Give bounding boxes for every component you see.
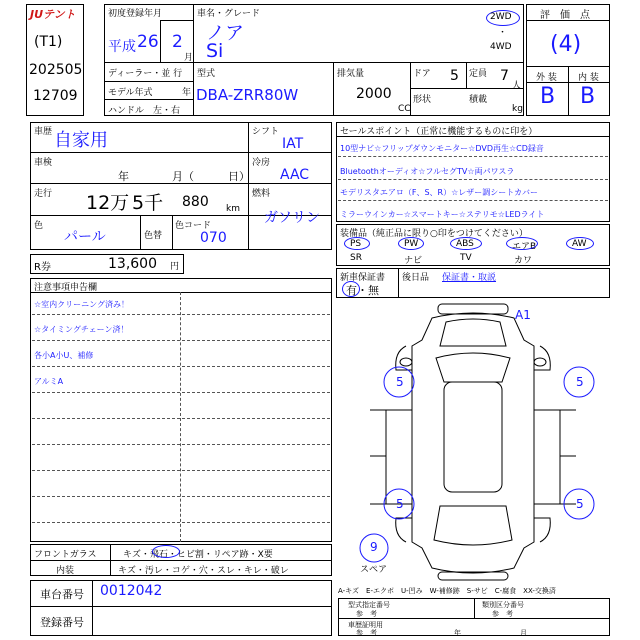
note-dash-line [32,340,330,341]
divider [110,544,111,576]
note-dash-line [32,366,330,367]
divider [410,62,411,116]
ac-label: 冷房 [252,158,271,168]
note-dash-line [32,496,330,497]
warranty-circle [342,281,360,297]
note-dash-line [32,470,330,471]
capacity-unit: 人 [512,81,522,91]
cert-label: 車歴証明用 [348,621,383,629]
color: パール [64,229,106,245]
mileage-rest: 880 [182,194,209,210]
note-line: 各小A小U、補修 [34,351,94,360]
grade-score: (4) [550,32,582,57]
chip-circle [152,545,180,558]
mark-wheel-fr: 5 [576,375,584,389]
divider [248,122,249,250]
interior-value: キズ・汚レ・コゲ・穴・スレ・キレ・破レ [118,566,289,576]
model-year-unit: 年 [182,88,192,98]
grade-label: 評 価 点 [540,10,590,21]
shift-label: シフト [252,127,280,137]
divider [398,268,399,298]
front-glass-label: フロントガラス [34,550,97,560]
color-change-label: 色替 [144,231,163,241]
warranty-label: 新車保証書 [340,273,386,283]
car-outline [370,304,576,580]
ref-3: 参 考 [356,629,377,637]
mark-wheel-rl: 5 [396,497,404,511]
mark-wheel-rr: 5 [576,497,584,511]
note-dash-line [32,418,330,419]
divider [568,66,569,116]
equip-airbag-circle [506,237,538,250]
model-year-label: モデル年式 [108,88,153,98]
equip-pw-circle [398,237,424,250]
reg-label: 登録番号 [40,616,84,629]
sales-point-line: Bluetoothオーディオ☆フルセグTV☆両パワスラ [340,167,515,176]
note-line: アルミA [34,377,64,386]
chassis-label: 車台番号 [40,588,84,601]
notes-title: 注意事項申告欄 [34,283,98,293]
divider [92,580,93,636]
shift: IAT [282,136,304,152]
divider [172,215,173,250]
dealer-label: ディーラー・並 行 [108,69,183,79]
sales-point-line: 10型ナビ☆フリップダウンモニター☆DVD再生☆CD録音 [340,144,544,153]
yen-unit: 円 [170,262,180,272]
divider [180,292,181,542]
color-code-label: 色コード [175,221,212,231]
mark-spare: 9 [370,540,378,554]
divider [333,62,334,116]
dash-line [338,156,608,157]
equip-airbag: エアB [512,242,537,252]
divider [526,20,610,21]
car-grade: Si [206,40,224,62]
damage-legend: A-キズ E-エクボ U-凹み W-補修跡 S-サビ C-腐食 XX-交換済 [338,587,556,595]
equip-tv: TV [460,253,472,263]
lot-date: 202505 [29,62,83,78]
equip-ps: PS [350,239,362,249]
insp-day: 日） [228,170,250,183]
divider [30,606,332,607]
equipment-title: 装備品（純正品に限り○印をつけてください） [340,229,528,239]
class-label: 類別区分番号 [482,601,524,609]
divider [30,183,332,184]
wheel-circles [360,367,594,562]
model-label: 型式 [197,69,216,79]
drive-4wd: 4WD [490,42,512,52]
month-unit: 月 [184,53,194,63]
recycle-label: R券 [34,262,51,273]
drive-dot: ・ [498,28,508,38]
equip-ps-circle [344,237,370,250]
int-grade: B [580,84,596,109]
recycle: 13,600 [108,256,157,272]
divider [30,292,332,293]
note-dash-line [32,314,330,315]
recycle-box [30,254,184,274]
manual-value: 保証書・取説 [442,273,497,283]
insp-year: 年 [118,170,129,183]
shape-label: 形状 [413,95,432,105]
divider [140,215,141,250]
equip-sr: SR [350,253,362,263]
dash-line [338,200,608,201]
handle-label: ハンドル 左・右 [108,106,181,116]
displacement-label: 排気量 [337,69,365,79]
drive-2wd: 2WD [490,12,512,22]
manual-label: 後日品 [402,273,430,283]
note-dash-line [32,522,330,523]
usage: 自家用 [54,130,108,151]
equip-abs-circle [450,237,482,250]
int-label: 内 装 [578,73,599,83]
equip-leather: カワ [514,256,533,266]
note-line: ☆タイミングチェーン済！ [34,325,129,334]
fuel-label: 燃料 [252,189,271,199]
ext-grade: B [540,84,556,109]
displacement: 2000 [356,86,392,102]
color-label: 色 [34,221,44,231]
divider [30,152,332,153]
sales-point-line: モデリスタエアロ（F、S、R）☆レザー調シートカバー [340,188,539,197]
first-reg-year: 26 [137,32,159,52]
divider [104,62,524,63]
fuel: ガソリン [264,210,320,226]
mileage-label: 走行 [34,189,53,199]
capacity: 7 [500,68,509,84]
model-cert-label: 型式指定番号 [348,601,390,609]
front-glass-value: キズ・飛石・ヒビ割・リペア跡・X要 [123,550,273,560]
ref-2: 参 考 [492,610,513,618]
mark-wheel-fl: 5 [396,375,404,389]
mileage-sen: 5千 [132,192,164,214]
divider [466,62,467,88]
divider [526,82,610,83]
logo: JUテント [30,8,76,21]
ref-1: 参 考 [356,610,377,618]
mileage-man: 12万 [86,192,130,214]
equip-aw: AW [572,239,587,249]
model-code: DBA-ZRR80W [196,86,299,104]
note-dash-line [32,392,330,393]
load-label: 積載 [469,95,488,105]
equip-navi: ナビ [404,256,423,266]
first-reg-era: 平成 [108,39,136,55]
mark-a1: A1 [515,308,531,322]
sales-points-title: セールスポイント（正常に機能するものに印を） [340,127,538,137]
divider [338,618,610,619]
divider [336,136,610,137]
dash-line [338,179,608,180]
divider [474,598,475,618]
equip-pw: PW [404,239,419,249]
equip-aw-circle [566,237,594,250]
cc-unit: CC [398,104,411,114]
notes-box [30,278,332,542]
doors: 5 [450,68,459,84]
divider [104,81,193,82]
divider [104,99,193,100]
ac: AAC [280,167,310,183]
inspection-label: 車検 [34,158,53,168]
chassis-number: 0012042 [100,583,163,599]
note-dash-line [32,444,330,445]
insp-month: 月（ [172,170,194,183]
note-line: ☆室内クリーニング済み！ [34,300,130,309]
warranty-value: 有・無 [346,284,379,297]
sales-point-line: ミラーウインカー☆スマートキー☆ステリモ☆LEDライト [340,210,545,219]
car-name: ノア [206,22,245,44]
interior-label: 内装 [56,566,75,576]
first-reg-label: 初度登録年月 [108,9,163,19]
first-reg-month: 2 [172,32,183,52]
car-name-label: 車名・グレード [197,9,261,19]
sheet-year: 年 [454,629,461,637]
equip-abs: ABS [456,239,474,249]
spare-label: スペア [360,565,388,575]
sheet-month: 月 [520,629,527,637]
divider [410,88,524,89]
divider [30,560,332,561]
lot-type: (T1) [34,34,63,50]
usage-label: 車歴 [34,127,53,137]
kg-unit: kg [512,104,523,114]
lot-number: 12709 [33,88,78,104]
door-label: ドア [413,69,431,79]
km-unit: km [226,204,240,214]
capacity-label: 定員 [469,69,488,79]
color-code: 070 [200,230,227,246]
ext-label: 外 装 [536,73,557,83]
